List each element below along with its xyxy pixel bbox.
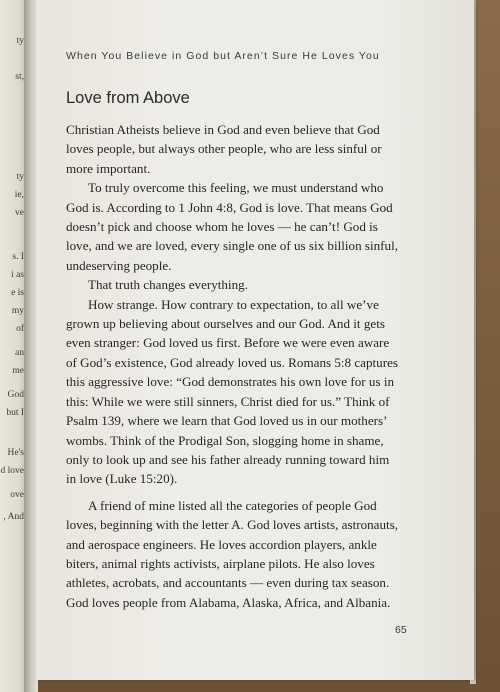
text-line: wombs. Think of the Prodigal Son, slogging home in shame,	[66, 432, 384, 448]
left-page-fragment: of	[16, 324, 24, 334]
text-line: Christian Atheists believe in God and even believe that God	[66, 122, 380, 137]
text-line: Psalm 139, where we learn that God loved us in our mothers’	[66, 413, 388, 429]
running-head: When You Believe in God but Aren’t Sure He Loves You	[66, 50, 380, 62]
text-line: A friend of mine listed all the categories of people God	[88, 497, 377, 513]
left-page-fragment: d love	[0, 466, 24, 476]
text-line: more important.	[66, 160, 151, 176]
left-page-fragment: , And	[3, 512, 24, 522]
text-line: of God’s existence, God already loved us. Romans 5:8 captures	[66, 354, 398, 370]
left-page-fragment: me	[12, 366, 24, 376]
page-number: 65	[395, 624, 407, 636]
text-line: even stranger: God loved us first. Before we were even aware	[66, 335, 390, 351]
section-title: Love from Above	[66, 89, 190, 107]
left-page-edge	[0, 0, 26, 692]
book-page	[36, 0, 474, 680]
text-line: in love (Luke 15:20).	[66, 471, 178, 487]
left-page-fragment: ie,	[14, 190, 24, 200]
text-line: grown up believing about ourselves and our God. And it gets	[66, 316, 385, 332]
left-page-fragment: an	[15, 348, 24, 358]
left-page-fragment: ove	[10, 490, 24, 500]
left-page-fragment: i as	[11, 270, 24, 280]
text-line: and aerospace engineers. He loves accordion players, ankle	[66, 536, 377, 552]
text-line: God loves people from Alabama, Alaska, Africa, and Albania.	[66, 594, 391, 610]
text-line: How strange. How contrary to expectation, to all we’ve	[88, 296, 379, 312]
text-line: God is. According to 1 John 4:8, God is love. That means God	[66, 199, 393, 215]
text-line: biters, animal rights activists, airplane pilots. He also loves	[66, 555, 375, 571]
left-page-fragment: God	[7, 390, 24, 400]
left-page-fragment: but I	[6, 408, 24, 418]
text-line: athletes, acrobats, and accountants — even during tax season.	[66, 575, 390, 591]
text-line: this aggressive love: “God demonstrates his own love for us in	[66, 374, 395, 390]
text-line: undeserving people.	[66, 257, 172, 273]
left-page-fragment: st,	[15, 72, 24, 82]
left-page-fragment: ty	[16, 172, 24, 182]
left-page-fragment: my	[11, 306, 24, 316]
left-page-fragment: e is	[11, 288, 24, 298]
text-line: That truth changes everything.	[88, 277, 248, 293]
left-page-fragment: He's	[7, 448, 24, 458]
text-line: love, and we are loved, every single one of us six billion sinful,	[66, 238, 398, 254]
text-line: only to look up and see his father already running toward him	[66, 451, 390, 467]
body-text	[66, 120, 444, 612]
text-line: loves people, but always other people, who are less sinful or	[66, 141, 382, 157]
text-line: doesn’t pick and choose whom he loves — he can’t! God is	[66, 219, 378, 235]
left-page-fragment: ve	[15, 208, 24, 218]
text-line: loves, beginning with the letter A. God loves artists, astronauts,	[66, 517, 399, 533]
text-line: this: While we were still sinners, Christ died for us.” Think of	[66, 393, 390, 409]
text-line: To truly overcome this feeling, we must understand who	[88, 180, 384, 196]
left-page-fragment: s. I	[12, 252, 24, 262]
left-page-fragment: ty	[16, 36, 24, 46]
